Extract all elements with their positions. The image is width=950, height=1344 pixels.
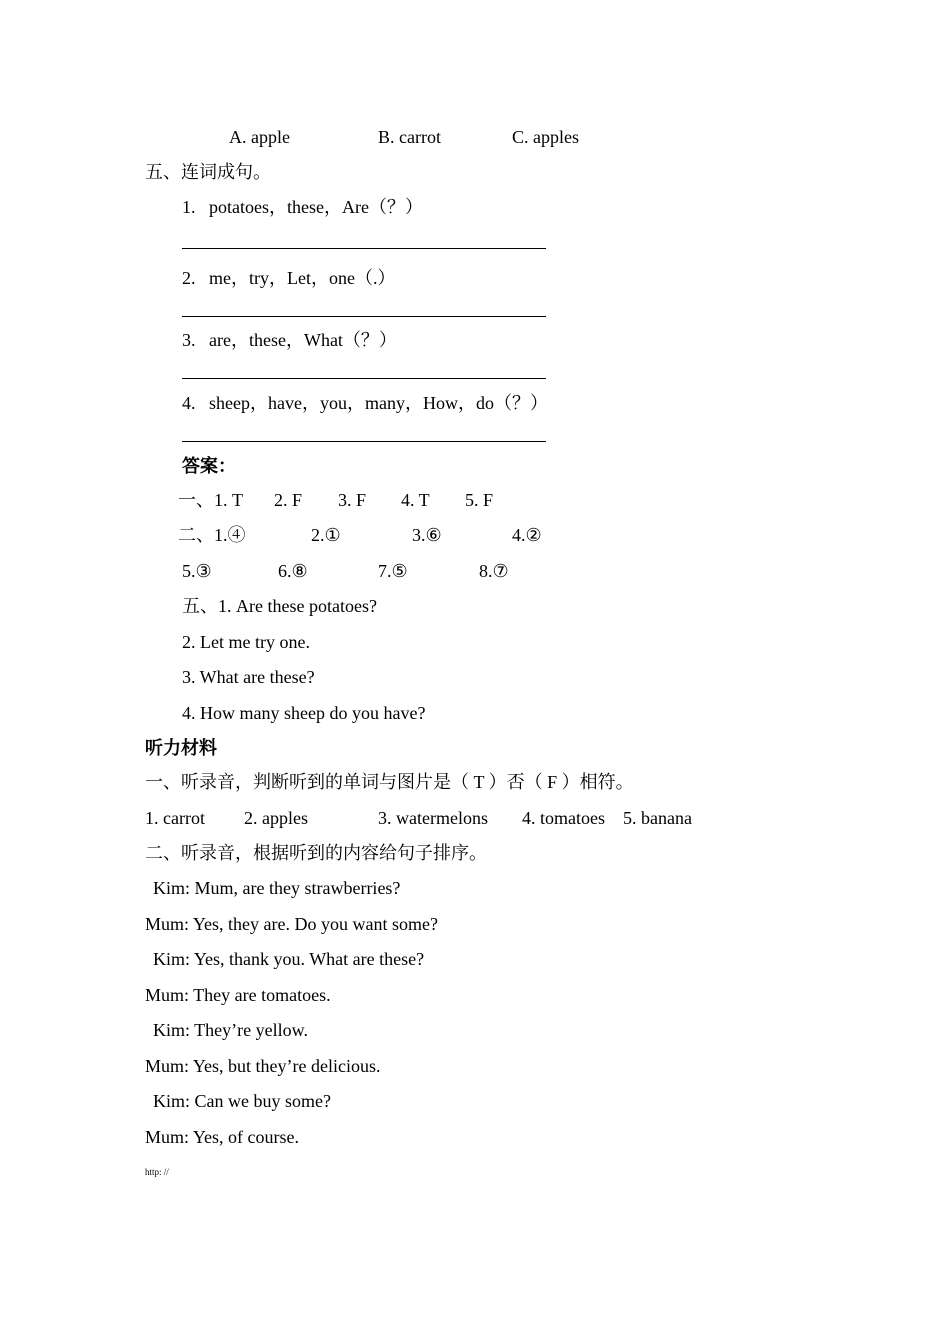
listening-item-2: 2. apples xyxy=(244,808,308,828)
s5-item-2: 2. me，try，Let，one（.） xyxy=(182,268,396,288)
answer-2-7: 7.⑤ xyxy=(378,561,408,581)
option-a: A. apple xyxy=(229,127,290,147)
s5-item-3: 3. are，these，What（？） xyxy=(182,330,397,350)
answer-2-8: 8.⑦ xyxy=(479,561,509,581)
s5-item-4: 4. sheep，have，you，many，How，do（？） xyxy=(182,393,548,413)
answer-5-1: 五、1. Are these potatoes? xyxy=(182,596,377,616)
footer-url: http: // xyxy=(145,1167,169,1177)
listening-part1-title: 一、听录音，判断听到的单词与图片是（ T ）否（ F ）相符。 xyxy=(145,772,634,792)
option-b: B. carrot xyxy=(378,127,441,147)
answer-line-3 xyxy=(182,378,546,379)
answer-5-3: 3. What are these? xyxy=(182,667,315,687)
dialogue-line-8: Mum: Yes, of course. xyxy=(145,1127,300,1147)
dialogue-line-5: Kim: They’re yellow. xyxy=(153,1020,308,1040)
listening-part2-title: 二、听录音，根据听到的内容给句子排序。 xyxy=(145,843,487,863)
answer-5-4: 4. How many sheep do you have? xyxy=(182,703,426,723)
option-c: C. apples xyxy=(512,127,579,147)
answer-line-4 xyxy=(182,441,546,442)
answer-1-5: 5. F xyxy=(465,490,494,510)
listening-item-1: 1. carrot xyxy=(145,808,205,828)
dialogue-line-4: Mum: They are tomatoes. xyxy=(145,985,331,1005)
listening-item-3: 3. watermelons xyxy=(378,808,488,828)
section5-heading: 五、连词成句。 xyxy=(145,162,271,182)
s5-item-1: 1. potatoes，these，Are（？） xyxy=(182,197,423,217)
answer-2-3: 3.⑥ xyxy=(412,525,442,545)
listening-heading: 听力材料 xyxy=(145,738,217,758)
dialogue-line-7: Kim: Can we buy some? xyxy=(153,1091,331,1111)
answer-2-4: 4.② xyxy=(512,525,542,545)
answer-2-1: 二、1.④ xyxy=(178,525,246,545)
answer-1-2: 2. F xyxy=(274,490,303,510)
answer-line-2 xyxy=(182,316,546,317)
answer-2-6: 6.⑧ xyxy=(278,561,308,581)
answer-5-2: 2. Let me try one. xyxy=(182,632,310,652)
answers-heading: 答案： xyxy=(182,456,236,476)
answer-2-5: 5.③ xyxy=(182,561,212,581)
dialogue-line-2: Mum: Yes, they are. Do you want some? xyxy=(145,914,438,934)
listening-item-4: 4. tomatoes xyxy=(522,808,605,828)
answer-2-2: 2.① xyxy=(311,525,341,545)
listening-item-5: 5. banana xyxy=(623,808,692,828)
answer-1-3: 3. F xyxy=(338,490,367,510)
answer-1-1: 一、1. T xyxy=(178,490,243,510)
dialogue-line-3: Kim: Yes, thank you. What are these? xyxy=(153,949,425,969)
answer-1-4: 4. T xyxy=(401,490,430,510)
answer-line-1 xyxy=(182,248,546,249)
dialogue-line-6: Mum: Yes, but they’re delicious. xyxy=(145,1056,381,1076)
dialogue-line-1: Kim: Mum, are they strawberries? xyxy=(153,878,401,898)
